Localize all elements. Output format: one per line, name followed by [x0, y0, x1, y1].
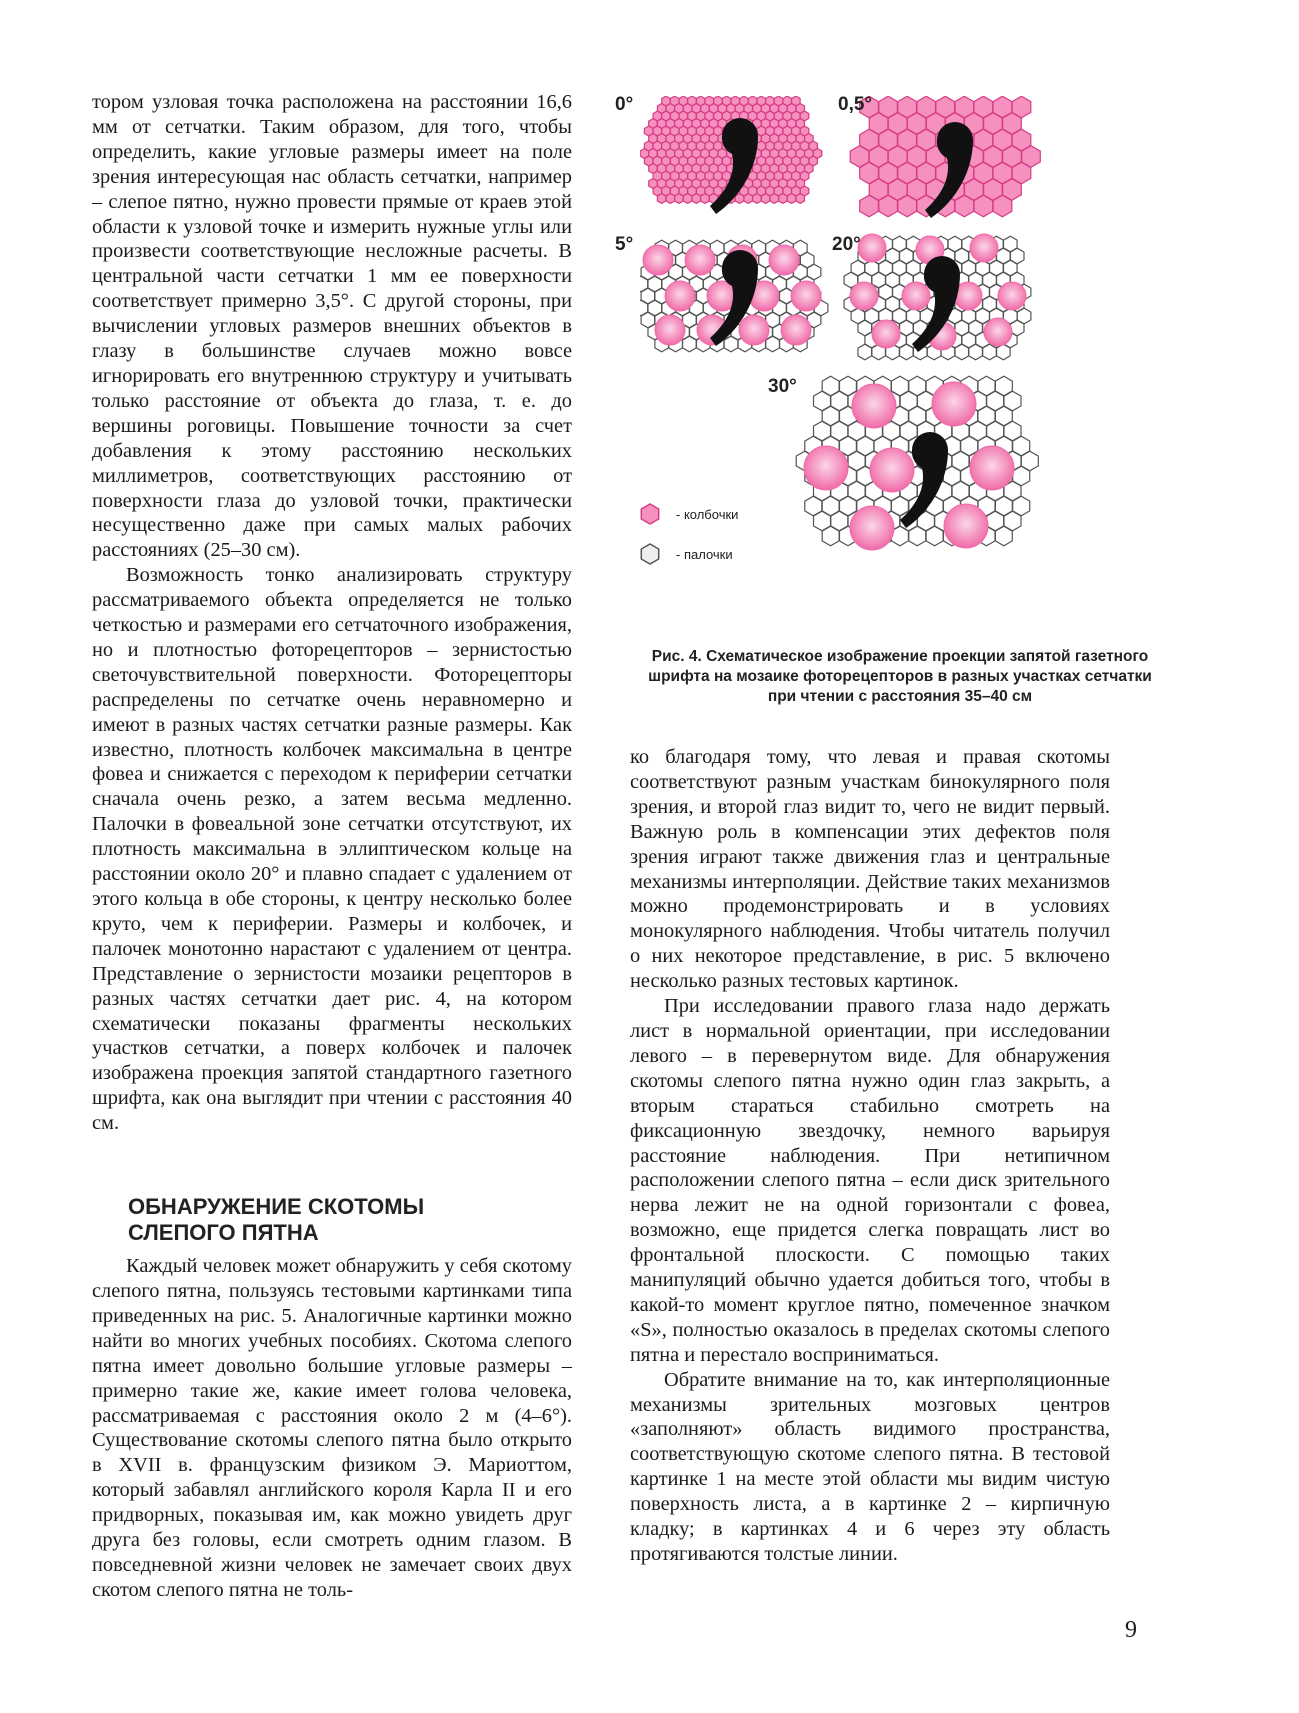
rod-cell [858, 344, 872, 360]
cone-cell [744, 194, 753, 204]
cone-cell [701, 194, 710, 204]
rod-cell [822, 526, 839, 546]
large-cone [665, 281, 695, 311]
cone-cell [955, 195, 974, 217]
large-cone [781, 315, 811, 345]
paragraph: При исследовании правого глаза надо держать лист в нормальной ориентации, при исследовании левого – в перевернутом виде. Для обнаружения скотомы слепого пятна нужно один глаз закрыть, а вторым стараться стабильно смотреть на фиксационную звездочку, немного варьируя расстояние наблюдения. При нетипичном расположении слепого пятна – если диск зрительного нерва лежит не на одной горизонтали с фовеа, возможно, еще придется слегка повращать лист во фронтальной плоскости. С помощью таких манипуляций обычно удается добиться того, чтобы в какой-то момент круглое пятно, помеченное значком «S», полностью оказалось в пределах скотомы слепого пятна и перестало восприниматься. [630, 995, 1110, 1366]
large-cone [852, 384, 896, 428]
label-0-deg: 0° [615, 94, 634, 115]
large-cone [870, 448, 914, 492]
legend-rod-icon [641, 544, 658, 564]
rod-cell [983, 344, 997, 360]
cone-cell [666, 194, 675, 204]
cone-cell [860, 195, 879, 217]
cone-cell [770, 194, 779, 204]
rod-cell [724, 336, 738, 352]
large-cone [970, 446, 1014, 490]
section-heading [128, 1194, 572, 1246]
large-cone [769, 245, 799, 275]
paragraph: Каждый человек может обнаружить у себя скотому слепого пятна, пользуясь тестовыми картинками типа приведенных на рис. 5. Аналогичные картинки можно найти во многих учебных пособиях. Скотома слепого пятна имеет довольно большие угловые размеры – примерно такие же, какие имеет голова человека, рассматриваемая с расстояния около 2 м (4–6°). Существование скотомы слепого пятна было открыто в XVII в. французским физиком Э. Мариоттом, который забавлял английского короля Карла II и его придворных, показывая им, как можно увидеть друг друга без головы, если смотреть одним глазом. В повседневной жизни человек не замечает своих двух скотом слепого пятна не толь- [92, 1255, 572, 1601]
rod-cell [683, 336, 697, 352]
paragraph: ко благодаря тому, что левая и правая скотомы соответствуют разным участкам бинокулярного поля зрения, и второй глаз видит то, чего не видит первый. Важную роль в компенсации этих дефектов поля зрения играют также движения глаз и центральные механизмы интерполяции. Действие таких механизмов можно продемонстрировать и в условиях монокулярного наблюдения. Чтобы читатель получил о них некоторое представление, в рис. 5 включено несколько разных тестовых картинок. [630, 746, 1110, 993]
cone-cell [898, 195, 917, 217]
legend-cone-icon [641, 504, 658, 524]
mosaic-illustration [640, 96, 1160, 656]
rod-cell [900, 344, 914, 360]
figure-photoreceptor-mosaic [615, 94, 1160, 656]
large-cone [984, 318, 1012, 346]
rod-cell [997, 344, 1011, 360]
heading-line-2: СЛЕПОГО ПЯТНА [128, 1220, 319, 1246]
page-number: 9 [1125, 1617, 1137, 1643]
large-cone [970, 234, 998, 262]
rod-cell [909, 526, 926, 546]
label-20-deg: 20° [832, 234, 861, 255]
heading-line-1: ОБНАРУЖЕНИЕ СКОТОМЫ [128, 1194, 425, 1220]
cone-cell [879, 195, 898, 217]
rod-cell [766, 336, 780, 352]
paragraph: Возможность тонко анализировать структуру рассматриваемого объекта определяется не только четкостью и размерами его сетчаточного изображения, но и плотностью фоторецепторов – зернистостью светочувствительной поверхности. Фоторецепторы распределены по сетчатке очень неравномерно и имеют в разных частях сетчатки разные размеры. Как известно, плотность колбочек максимальна в центре фовеа и снижается с переходом к периферии сетчатки сначала очень резко, а затем весьма медленно. Палочки в фовеальной зоне сетчатки отсутствуют, их плотность максимальна в эллиптическом кольце на расстоянии около 20° и плавно спадает с удалением от этого кольца в обе стороны, к центру несколько более круто, чем к периферии. Размеры и колбочек, и палочек монотонно нарастают с удалением от центра. Представление о зернистости мозаики рецепторов в разных частях сетчатки дает рис. 4, на котором схематически показаны фрагменты нескольких участков сетчатки, а поверх колбочек и палочек изображена проекция запятой стандартного газетного шрифта, как она выглядит при чтении с расстояния 40 см. [92, 564, 572, 1135]
large-cone [998, 282, 1026, 310]
large-cone [944, 504, 988, 548]
label-0-5-deg: 0,5° [838, 94, 873, 115]
large-cone [932, 382, 976, 426]
rod-cell [969, 344, 983, 360]
left-column [92, 90, 572, 1603]
label-30-deg: 30° [768, 376, 797, 397]
paragraph: Обратите внимание на то, как интерполяционные механизмы зрительных мозговых центров «заполняют» область видимого пространства, соответствующую скотоме слепого пятна. В тестовой картинке 1 на месте этой области мы видим чистую поверхность листа, а в картинке 2 – кирпичную кладку; в картинках 4 и 6 через эту область протягиваются толстые линии. [630, 1368, 1110, 1565]
large-cone [804, 446, 848, 490]
cone-cell [753, 194, 762, 204]
large-cone [858, 234, 886, 262]
cone-cell [993, 195, 1012, 217]
cone-cell [683, 194, 692, 204]
large-cone [902, 282, 930, 310]
figure-caption: Рис. 4. Схематическое изображение проекции запятой газетного шрифта на мозаике фоторецепторов в разных участках сетчатки при чтении с расстояния 35–40 см [648, 648, 1152, 705]
rod-cell [926, 526, 943, 546]
cone-cell [787, 194, 796, 204]
legend-rods: - палочки [676, 547, 733, 562]
large-cone [739, 315, 769, 345]
right-column [630, 745, 1110, 1567]
large-cone [685, 245, 715, 275]
large-cone [850, 506, 894, 550]
large-cone [872, 320, 900, 348]
label-5-deg: 5° [615, 234, 634, 255]
cone-cell [675, 194, 684, 204]
cone-cell [657, 194, 666, 204]
large-cone [643, 245, 673, 275]
cone-cell [761, 194, 770, 204]
cone-cell [779, 194, 787, 204]
large-cone [791, 281, 821, 311]
cone-cell [735, 194, 744, 204]
paragraph: тором узловая точка расположена на расстоянии 16,6 мм от сетчатки. Таким образом, для того, чтобы определить, какие угловые размеры имеет на поле зрения интересующая нас область сетчатки, например – слепое пятно, нужно провести прямые от краев этой области к узловой точке и измерить нужные углы или произвести соответствующие несложные расчеты. В центральной части сетчатки 1 мм ее поверхности соответствует примерно 3,5°. С другой стороны, при вычислении угловых размеров внешних объектов в глазу в большинстве случаев можно вовсе игнорировать его внутреннюю структуру и учитывать только расстояние от объекта до глаза, т. е. до вершины роговицы. Повышение точности за счет добавления к этому расстоянию нескольких миллиметров, соответствующих расстоянию от поверхности глаза до узловой точки, практически несущественно даже при самых малых рабочих расстояниях (25–30 см). [92, 91, 572, 562]
cone-cell [796, 194, 805, 204]
rod-cell [995, 526, 1012, 546]
large-cone [655, 315, 685, 345]
cone-cell [692, 194, 701, 204]
rod-cell [955, 344, 969, 360]
cone-cell [974, 195, 993, 217]
large-cone [850, 282, 878, 310]
legend-cones: - колбочки [676, 507, 739, 522]
